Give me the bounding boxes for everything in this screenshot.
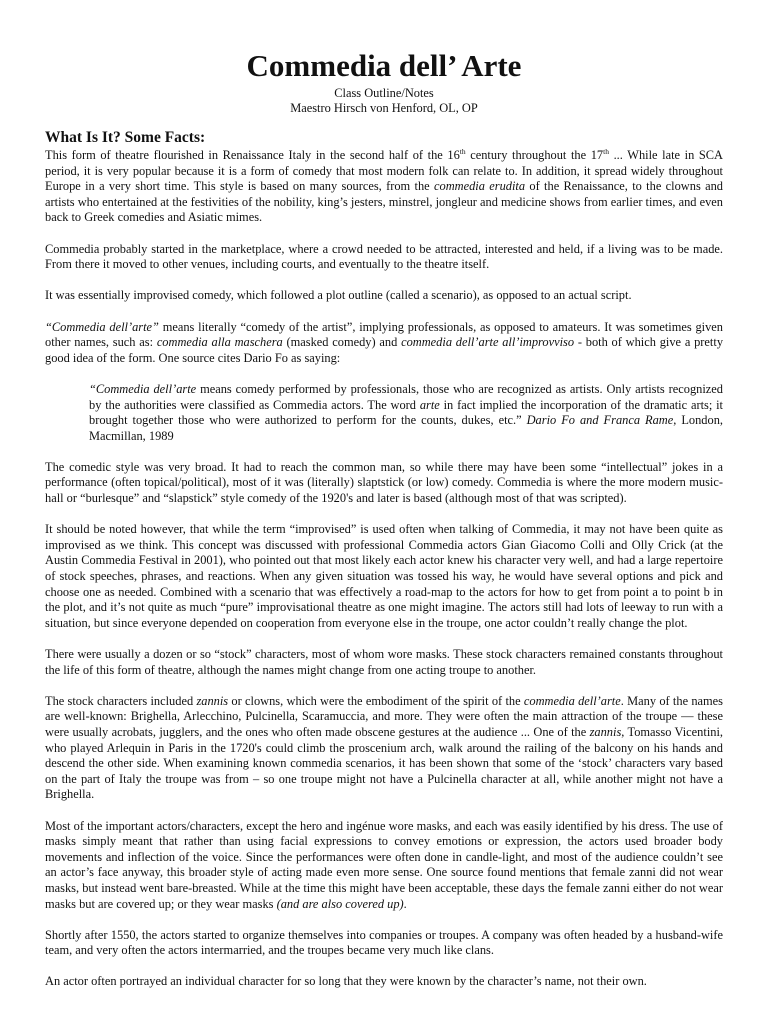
subtitle-line-2: Maestro Hirsch von Henford, OL, OP	[290, 101, 478, 115]
paragraph-8: The stock characters included zannis or clowns, which were the embodiment of the spirit of the commedia dell’arte. Many of the names are well-known: Brighella, Arlecchino, Pulcinella, Scaramuccia, and more. They were often the main attraction of the troupe — these were usually acrobats, jugglers, and the ones who often made obscene gestures at the audience ... One of the zannis, Tomasso Vicentini, who played Arlequin in Paris in the 1720's could climb the proscenium arch, walk around the railing of the balcony on his hands and descend the other side. When examining known commedia scenarios, it has been shown that some of the ‘stock’ characters vary based on the part of Italy the troupe was from – so one troupe might not have a Pulcinella character at all, while another might not have a Brighella.	[45, 693, 724, 802]
document-subtitle	[45, 86, 723, 116]
paragraph-4: “Commedia dell’arte” means literally “comedy of the artist”, implying professionals, as opposed to amateurs. It was sometimes given other names, such as: commedia alla maschera (masked comedy) and commedia dell’arte all’improvviso - both of which give a pretty good idea of the form. One source cites Dario Fo as saying:	[45, 319, 724, 365]
paragraph-7: There were usually a dozen or so “stock” characters, most of whom wore masks. These stock characters remained constants throughout the life of this form of theatre, although the names might change from one acting troupe to another.	[45, 647, 723, 677]
paragraph-6: It should be noted however, that while the term “improvised” is used often when talking of Commedia, it may not have been quite as improvised as we think. This concept was discussed with professional Commedia actors Gian Giacomo Colli and Olly Crick (at the Austin Commedia Festival in 2001), who pointed out that most likely each actor knew his character very well, and had a large repertoire of stock speeches, phrases, and reactions. When any given situation was tossed his way, he would have several options and pick and choose one as needed. Combined with a scenario that was effectively a road-map to the actors for how to get from point a to point b in the plot, and it’s not quite as much “pure” improvisational theatre as one might imagine. The actors still had lots of leeway to run with a situation, but since everyone depended on cooperation from everyone else in the troupe, one actor couldn’t really change the plot.	[45, 522, 723, 630]
paragraph-11: An actor often portrayed an individual character for so long that they were known by the character’s name, not their own.	[45, 974, 647, 989]
document-title: Commedia dell’ Arte	[246, 48, 522, 83]
paragraph-2: Commedia probably started in the marketplace, where a crowd needed to be attracted, interested and held, if a living was to be made. From there it moved to other venues, including courts, and eventually to the theatre itself.	[45, 241, 723, 272]
paragraph-9: Most of the important actors/characters, except the hero and ingénue wore masks, and each was easily identified by his dress. The use of masks simply meant that rather than using facial expressions to convey emotions or expression, the actors used broader body movements and inflection of the voice. Since the performances were often done in candle-light, and most of the audience couldn’t see an actor’s face anyway, this broader style of acting made even more sense. One source found mentions that female zanni did not wear masks, but instead went bare-breasted. While at the time this might have been acceptable, these days the female zanni either do not wear masks but are covered up; or they wear masks (and are also covered up).	[45, 818, 723, 911]
block-quote: “Commedia dell’arte means comedy performed by professionals, those who are recognized as artists. Only artists recognized by the authorities were classified as Commedia actors. The word arte in fact implied the incorporation of the dramatic arts; it brought together those who were authorized to perform for the counts, dukes, etc.” Dario Fo and Franca Rame, London, Macmillan, 1989	[89, 381, 724, 443]
paragraph-5: The comedic style was very broad. It had to reach the common man, so while there may have been some “intellectual” jokes in a performance (often topical/political), most of it was (literally) slaptstick (or low) comedy. Commedia is where the more modern music-hall or “burlesque” and “slapstick” style comedy of the 1920's and later is based (although most of that was scripted).	[45, 459, 723, 506]
section-heading: What Is It? Some Facts:	[45, 129, 206, 146]
paragraph-3: It was essentially improvised comedy, which followed a plot outline (called a scenario), as opposed to an actual script.	[45, 288, 632, 303]
subtitle-line-1: Class Outline/Notes	[334, 86, 434, 100]
paragraph-10: Shortly after 1550, the actors started to organize themselves into companies or troupes. A company was often headed by a husband-wife team, and very often the actors intermarried, and the troupes became very much like clans.	[45, 927, 723, 958]
paragraph-1: This form of theatre flourished in Renaissance Italy in the second half of the 16th century throughout the 17th ... While late in SCA period, it is very popular because it is a form of comedy that most modern folk can relate to. In addition, it spread widely throughout Europe in a very short time. This style is based on many sources, from the commedia erudita of the Renaissance, to the clowns and artists who entertained at the festivities of the nobility, king’s jesters, minstrel, jongleur and medicine shows from earlier times, and even back to Greek comedies and Asiatic mimes.	[45, 146, 723, 225]
